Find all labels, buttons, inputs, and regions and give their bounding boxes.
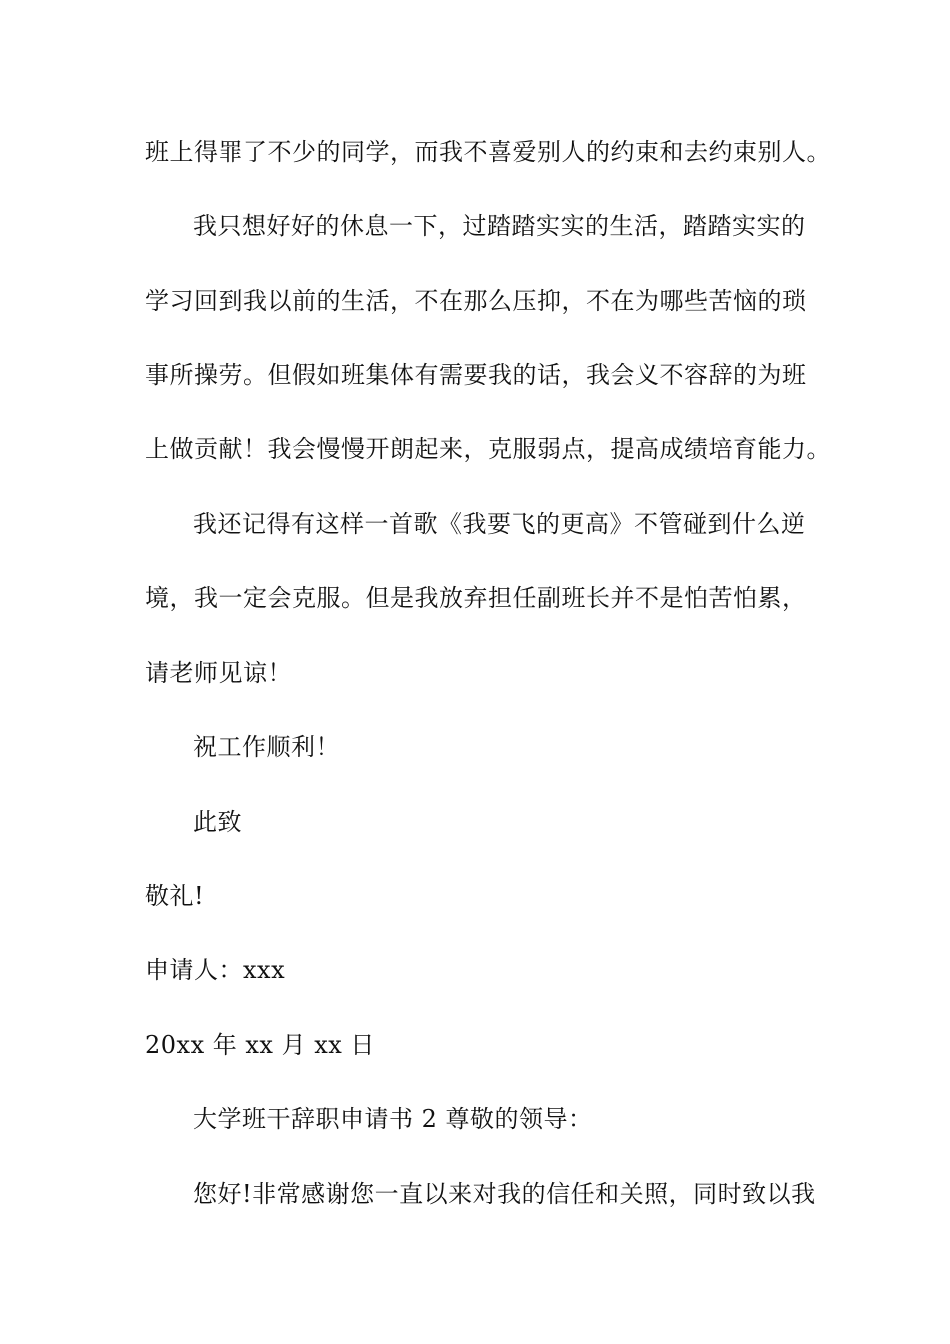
paragraph-line: 您好!非常感谢您一直以来对我的信任和关照，同时致以我 bbox=[193, 1180, 816, 1208]
closing-salutation: 此致 bbox=[193, 808, 242, 836]
closing-wish: 祝工作顺利！ bbox=[193, 733, 340, 761]
closing-salutation-2: 敬礼! bbox=[145, 882, 205, 910]
section-heading: 大学班干辞职申请书 2 尊敬的领导： bbox=[193, 1105, 593, 1133]
paragraph-line: 学习回到我以前的生活，不在那么压抑，不在为哪些苦恼的琐 bbox=[145, 287, 807, 315]
paragraph-line: 我还记得有这样一首歌《我要飞的更高》不管碰到什么逆 bbox=[193, 510, 806, 538]
paragraph-line: 上做贡献！我会慢慢开朗起来，克服弱点，提高成绩培育能力。 bbox=[145, 435, 831, 463]
paragraph-line: 班上得罪了不少的同学，而我不喜爱别人的约束和去约束别人。 bbox=[145, 138, 831, 166]
paragraph-line: 境，我一定会克服。但是我放弃担任副班长并不是怕苦怕累， bbox=[145, 584, 807, 612]
paragraph-line: 我只想好好的休息一下，过踏踏实实的生活，踏踏实实的 bbox=[193, 212, 806, 240]
date-line: 20xx 年 xx 月 xx 日 bbox=[145, 1031, 375, 1059]
paragraph-line: 事所操劳。但假如班集体有需要我的话，我会义不容辞的为班 bbox=[145, 361, 807, 389]
applicant-signature: 申请人：xxx bbox=[145, 956, 286, 984]
paragraph-line: 请老师见谅！ bbox=[145, 659, 292, 687]
